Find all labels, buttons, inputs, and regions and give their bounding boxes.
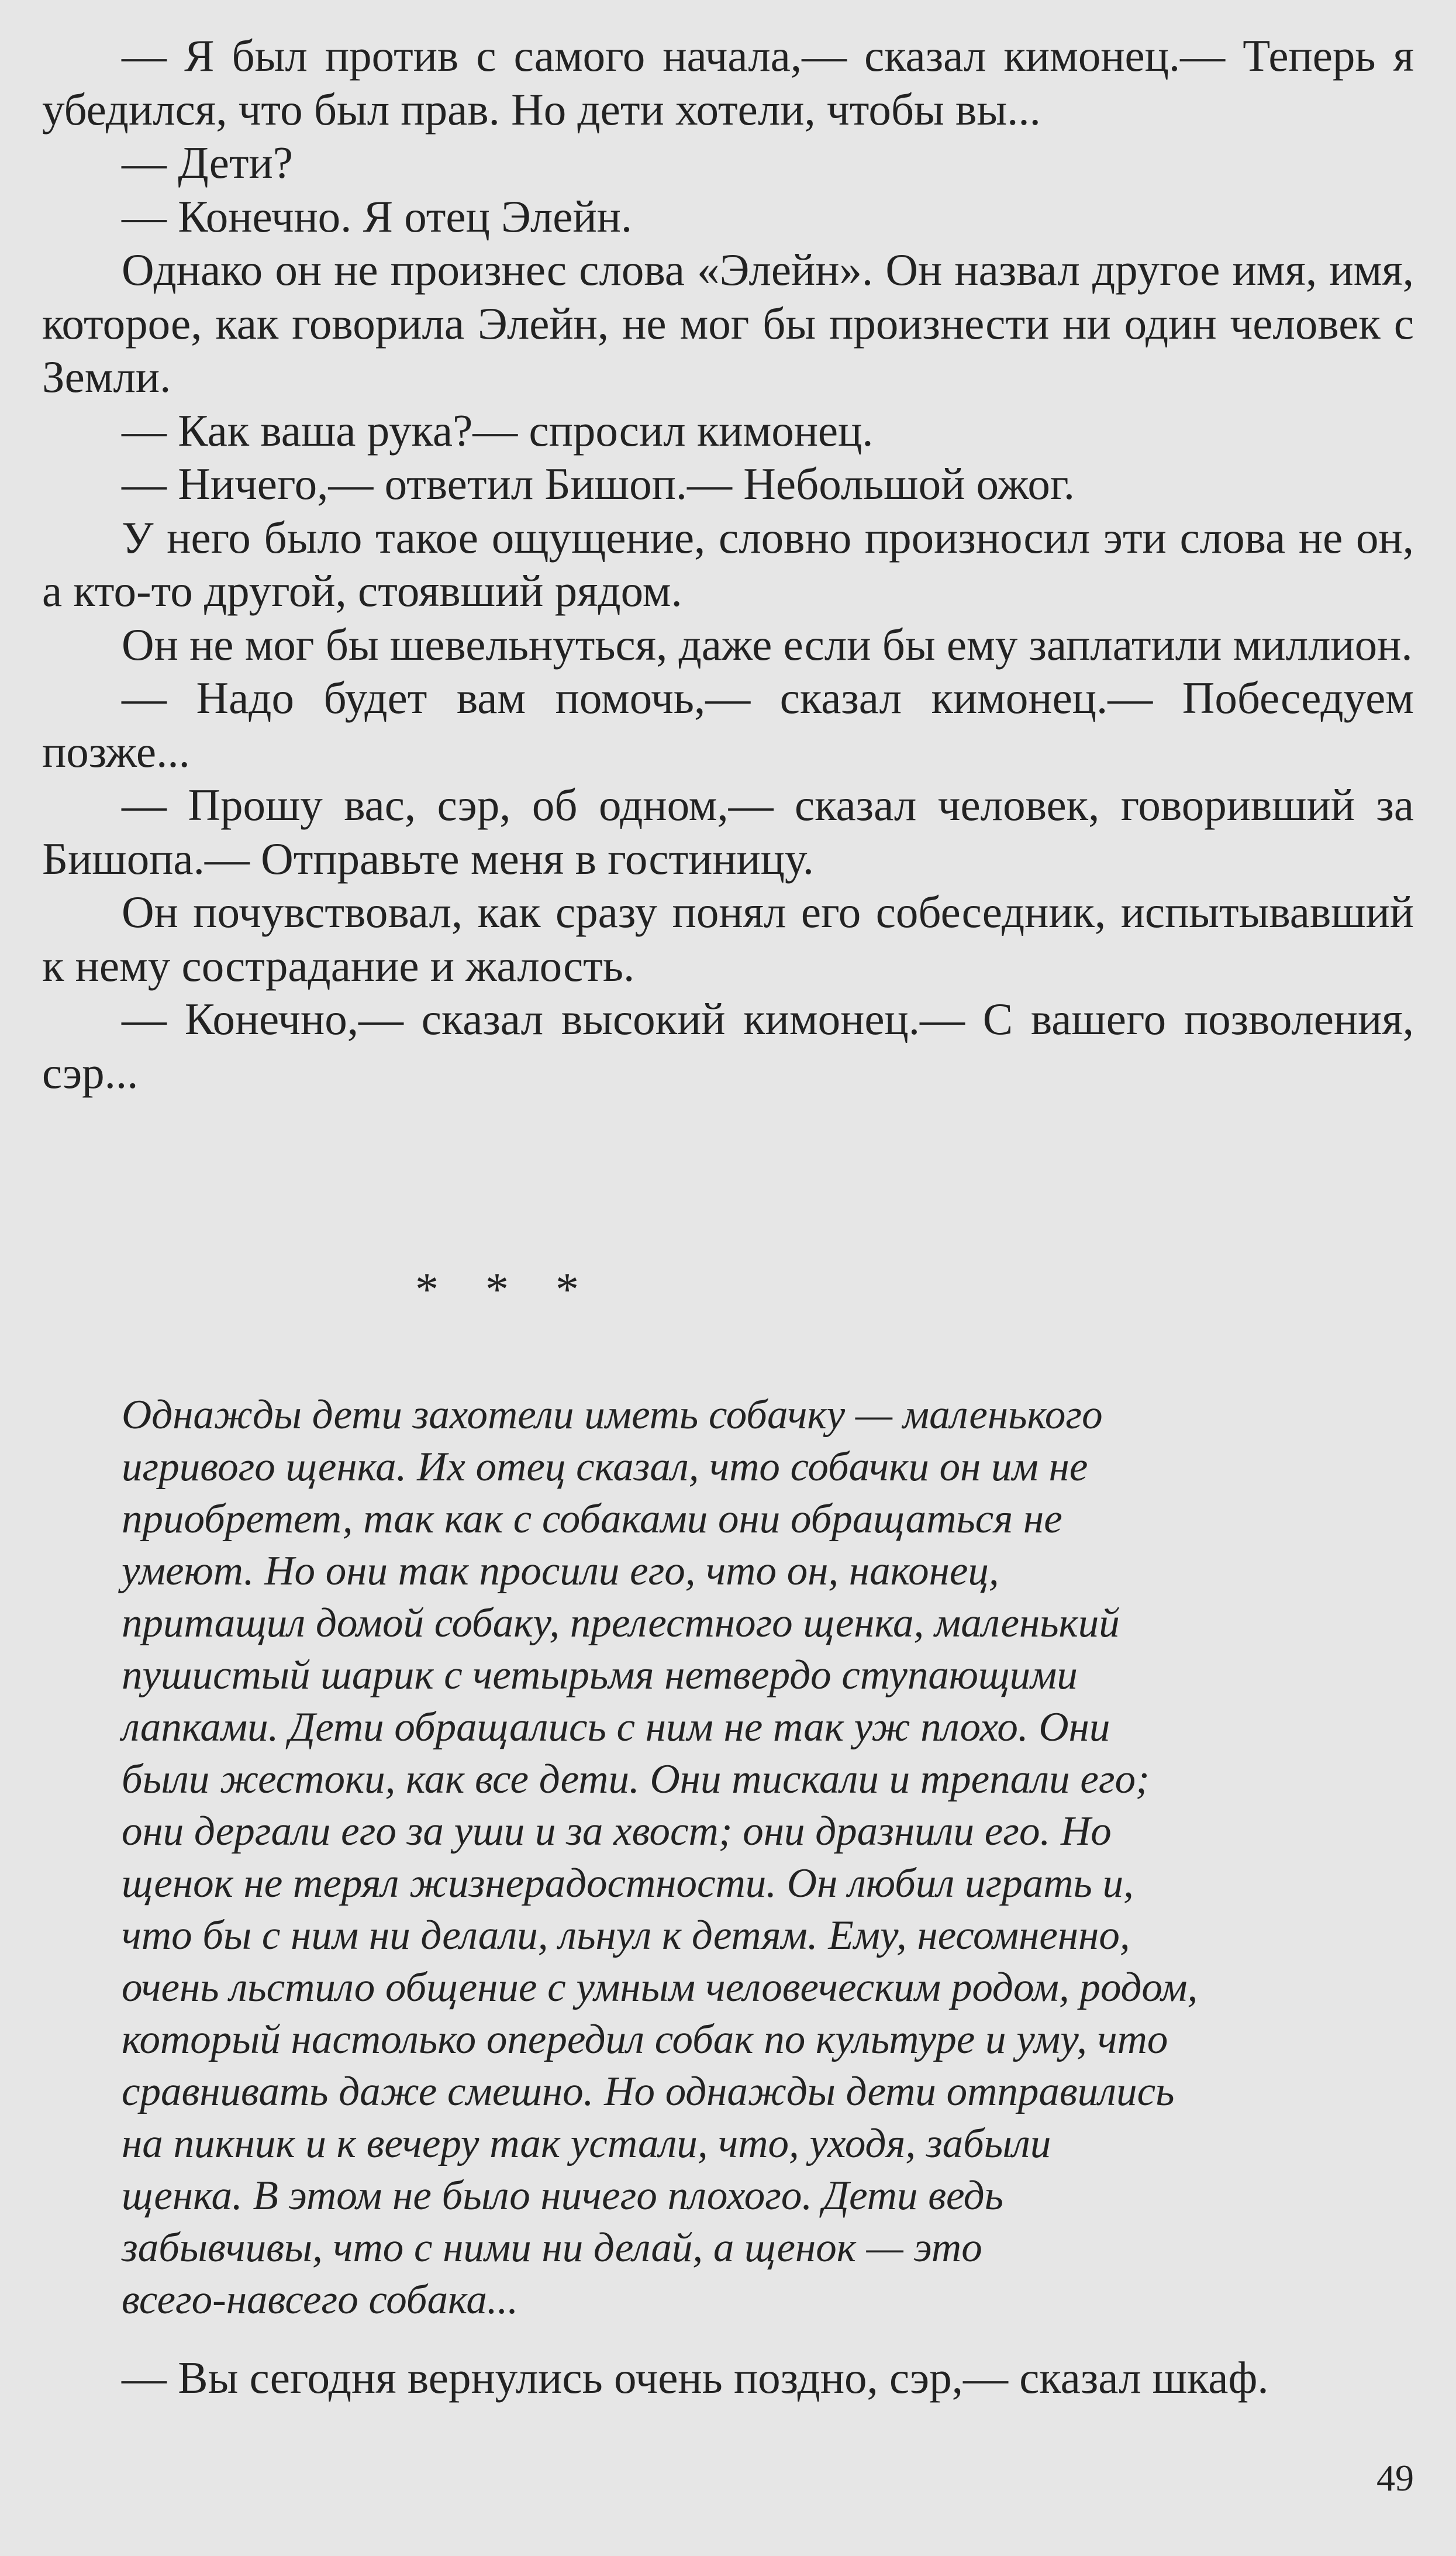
italic-line: пушистый шарик с четырьмя нетвердо ступающими (122, 1652, 1078, 1698)
paragraph: Он не мог бы шевельнуться, даже если бы ему заплатили миллион. (122, 619, 1413, 670)
italic-line: на пикник и к вечеру так устали, что, уходя, забыли (122, 2121, 1051, 2166)
italic-line: Однажды дети захотели иметь собачку — маленького (122, 1392, 1103, 1438)
italic-line: очень льстило общение с умным человеческим родом, родом, (122, 1965, 1198, 2010)
paragraph: — Надо будет вам помочь,— сказал кимонец.— Побеседуем позже... (42, 673, 1414, 777)
italic-line: щенок не терял жизнерадостности. Он любил играть и, (122, 1861, 1134, 1906)
italic-line: лапками. Дети обращались с ним не так уж плохо. Они (122, 1704, 1110, 1750)
main-text-block (42, 29, 1414, 1100)
paragraph: Он почувствовал, как сразу понял его собеседник, испытывавший к нему сострадание и жалость. (42, 887, 1414, 991)
italic-line: умеют. Но они так просили его, что он, наконец, (122, 1548, 999, 1594)
italic-line: приобретет, так как с собаками они обращаться не (122, 1496, 1062, 1542)
page-number: 49 (1376, 2457, 1414, 2499)
paragraph: — Вы сегодня вернулись очень поздно, сэр,— сказал шкаф. (122, 2352, 1269, 2403)
italic-line: щенка. В этом не было ничего плохого. Дети ведь (122, 2173, 1003, 2219)
closing-text-block (42, 2351, 1414, 2405)
italic-line: сравнивать даже смешно. Но однажды дети отправились (122, 2069, 1175, 2114)
book-page (42, 29, 1414, 2403)
italic-line: забывчивы, что с ними ни делай, а щенок — это (122, 2225, 982, 2271)
paragraph: — Дети? (122, 137, 293, 188)
italic-line: они дергали его за уши и за хвост; они дразнили его. Но (122, 1809, 1112, 1854)
italic-line: что бы с ним ни делали, льнул к детям. Ему, несомненно, (122, 1913, 1130, 1958)
paragraph: — Конечно. Я отец Элейн. (122, 191, 633, 242)
paragraph: — Как ваша рука?— спросил кимонец. (122, 405, 874, 456)
paragraph: — Конечно,— сказал высокий кимонец.— С вашего позволения, сэр... (42, 994, 1414, 1098)
italic-line: были жестоки, как все дети. Они тискали и трепали его; (122, 1756, 1150, 1802)
italic-line: притащил домой собаку, прелестного щенка, маленький (122, 1600, 1120, 1646)
italic-line: всего-навсего собака... (122, 2277, 519, 2323)
paragraph: У него было такое ощущение, словно произносил эти слова не он, а кто-то другой, стоявший рядом. (42, 512, 1414, 616)
paragraph: — Прошу вас, сэр, об одном,— сказал человек, говоривший за Бишопа.— Отправьте меня в гостиницу. (42, 780, 1414, 884)
paragraph: — Ничего,— ответил Бишоп.— Небольшой ожог. (122, 459, 1075, 509)
italic-line: который настолько опередил собак по культуре и уму, что (122, 2017, 1168, 2062)
paragraph: Однако он не произнес слова «Элейн». Он назвал другое имя, имя, которое, как говорила Элейн, не мог бы произнести ни один человек с Земли. (42, 244, 1414, 402)
section-separator: * * * (415, 1264, 596, 1315)
paragraph: — Я был против с самого начала,— сказал кимонец.— Теперь я убедился, что был прав. Но дети хотели, чтобы вы... (42, 30, 1414, 135)
italic-parable-block (122, 1389, 1426, 2326)
italic-line: игривого щенка. Их отец сказал, что собачки он им не (122, 1444, 1088, 1490)
